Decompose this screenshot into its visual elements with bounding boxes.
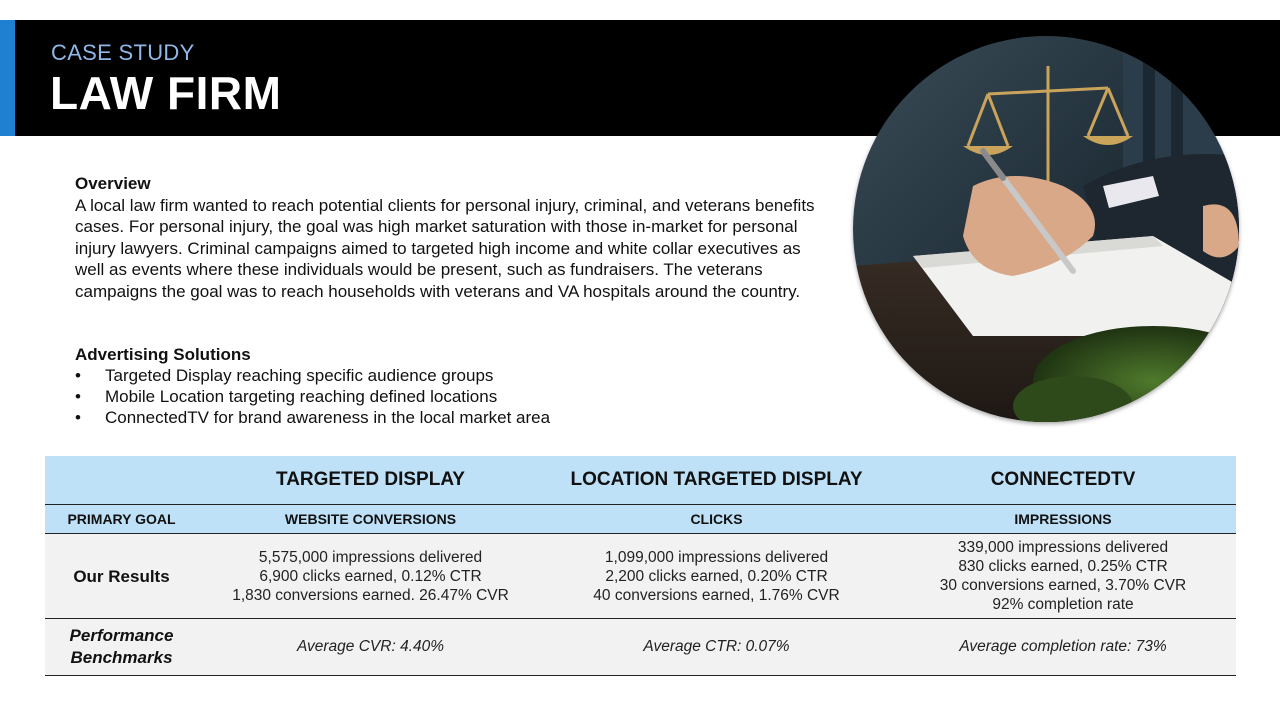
list-item: • Mobile Location targeting reaching defined locations xyxy=(75,386,815,407)
list-item: • Targeted Display reaching specific audience groups xyxy=(75,365,815,386)
result-line: 30 conversions earned, 3.70% CVR xyxy=(939,577,1187,594)
result-line: 2,200 clicks earned, 0.20% CTR xyxy=(605,567,828,585)
column-header-connectedtv: CONNECTEDTV xyxy=(890,456,1236,505)
result-line: 1,099,000 impressions delivered xyxy=(604,548,829,566)
results-connectedtv xyxy=(890,534,1236,619)
performance-benchmarks-label xyxy=(45,619,198,676)
our-results-label: Our Results xyxy=(45,534,198,619)
primary-goal-row xyxy=(45,505,1236,534)
result-line: 1,830 conversions earned. 26.47% CVR xyxy=(232,586,509,604)
primary-goal-location-display: CLICKS xyxy=(543,505,890,534)
primary-goal-targeted-display: WEBSITE CONVERSIONS xyxy=(198,505,543,534)
overview-section xyxy=(75,173,815,302)
page-title: LAW FIRM xyxy=(50,67,282,119)
overview-body: A local law firm wanted to reach potential clients for personal injury, criminal, and veterans benefits cases. For personal injury, the goal was high market saturation with those in-market for personal injury lawyers. Criminal campaigns aimed to targeted high income and white collar executives as well as events where these individuals would be present, such as fundraisers. The veterans campaigns the goal was to reach households with veterans and VA hospitals around the country. xyxy=(75,195,815,301)
table-header-row xyxy=(45,456,1236,505)
header-accent-strip xyxy=(0,20,15,136)
case-study-label: CASE STUDY xyxy=(51,40,195,65)
result-line: 92% completion rate xyxy=(992,596,1134,613)
advertising-solutions-heading: Advertising Solutions xyxy=(75,345,251,364)
results-table xyxy=(45,456,1236,676)
law-scales-photo xyxy=(853,36,1239,422)
result-line: 5,575,000 impressions delivered xyxy=(258,548,483,566)
benchmark-label-line1: Performance xyxy=(69,626,174,645)
advertising-solutions-section xyxy=(75,344,815,428)
performance-benchmarks-row xyxy=(45,619,1236,676)
result-line: 830 clicks earned, 0.25% CTR xyxy=(958,558,1168,575)
our-results-row xyxy=(45,534,1236,619)
overview-heading: Overview xyxy=(75,174,151,193)
primary-goal-connectedtv: IMPRESSIONS xyxy=(890,505,1236,534)
solutions-list xyxy=(75,365,815,428)
benchmark-location-display: Average CTR: 0.07% xyxy=(543,619,890,676)
list-item: • ConnectedTV for brand awareness in the local market area xyxy=(75,407,815,428)
result-line: 40 conversions earned, 1.76% CVR xyxy=(593,586,840,604)
benchmark-label-line2: Benchmarks xyxy=(70,648,173,667)
benchmark-connectedtv: Average completion rate: 73% xyxy=(890,619,1236,676)
column-header-empty xyxy=(45,456,198,505)
result-line: 339,000 impressions delivered xyxy=(957,539,1169,556)
column-header-location-targeted-display: LOCATION TARGETED DISPLAY xyxy=(543,456,890,505)
results-targeted-display xyxy=(198,534,543,619)
column-header-targeted-display: TARGETED DISPLAY xyxy=(198,456,543,505)
results-location-display xyxy=(543,534,890,619)
photo-illustration xyxy=(853,36,1239,422)
primary-goal-label: PRIMARY GOAL xyxy=(45,505,198,534)
result-line: 6,900 clicks earned, 0.12% CTR xyxy=(259,567,482,585)
benchmark-targeted-display: Average CVR: 4.40% xyxy=(198,619,543,676)
